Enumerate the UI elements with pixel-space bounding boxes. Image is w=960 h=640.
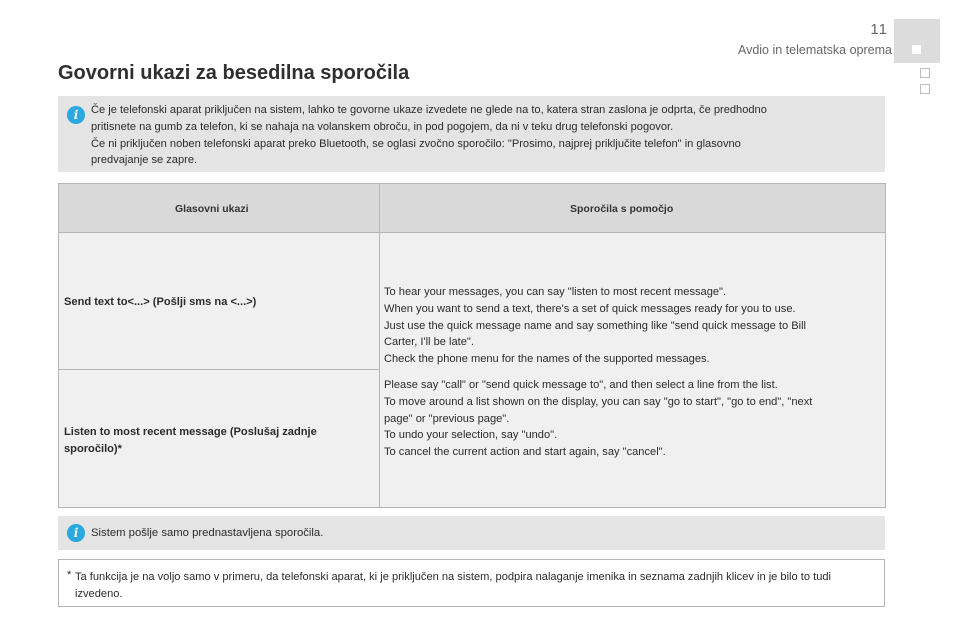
info-note-line: predvajanje se zapre.: [91, 154, 198, 167]
column-header-help: Sporočila s pomočjo: [570, 203, 674, 215]
table-header: [59, 184, 885, 233]
voice-commands-table: [58, 183, 886, 508]
page-indicator-dot: [912, 45, 921, 54]
help-line: To undo your selection, say "undo".: [384, 429, 558, 442]
help-line: To move around a list shown on the display, you can say "go to start", "go to end", "next: [384, 395, 813, 408]
row-divider: [59, 369, 379, 370]
info-note-2: [58, 516, 885, 550]
command-send-text: Send text to<...> (Pošlji sms na <...>): [64, 296, 257, 308]
info-note-line: pritisnete na gumb za telefon, ki se nahaja na volanskem obroču, in pod pogojem, da ni v teku drug telefonski pogovor.: [91, 120, 674, 133]
help-line: page" or "previous page".: [384, 412, 510, 425]
info-note: [58, 96, 885, 172]
help-line: Check the phone menu for the names of the supported messages.: [384, 353, 710, 366]
page-title: Govorni ukazi za besedilna sporočila: [58, 62, 410, 84]
help-text: [384, 284, 874, 470]
page-indicator: [920, 68, 930, 78]
info-icon: i: [67, 106, 85, 124]
help-line: To cancel the current action and start again, say "cancel".: [384, 446, 666, 459]
info-note-line: Če ni priključen noben telefonski aparat preko Bluetooth, se oglasi zvočno sporočilo: "Prosimo, najprej priključite telefon" in glasovno: [91, 137, 741, 150]
column-divider: [379, 184, 380, 507]
page-indicator-active: [894, 19, 940, 63]
info-note-text: [91, 102, 873, 169]
help-line: When you want to send a text, there's a set of quick messages ready for you to use.: [384, 302, 796, 315]
help-line: Please say "call" or "send quick message to", and then select a line from the list.: [384, 378, 778, 391]
help-paragraph: [384, 377, 874, 461]
help-line: To hear your messages, you can say "listen to most recent message".: [384, 286, 727, 298]
footnote-marker: *: [67, 569, 72, 581]
help-line: Carter, I'll be late".: [384, 336, 474, 349]
info-icon: i: [67, 524, 85, 542]
column-header-commands: Glasovni ukazi: [175, 203, 249, 215]
info-note-2-text: Sistem pošlje samo prednastavljena sporočila.: [91, 527, 324, 539]
page-number: 11: [870, 21, 888, 38]
footnote-text: Ta funkcija je na voljo samo v primeru, da telefonski aparat, ki je priključen na sistem, podpira nalaganje imenika in seznama zadnjih klicev in je bilo to tudi izvedeno.: [75, 571, 831, 600]
command-listen-recent: Listen to most recent message (Poslušaj zadnje sporočilo)*: [64, 426, 317, 455]
section-title: Avdio in telematska oprema: [737, 43, 892, 57]
help-line: Just use the quick message name and say something like "send quick message to Bill: [384, 319, 807, 332]
help-paragraph: [384, 284, 874, 368]
page-indicator: [920, 84, 930, 94]
footnote: [58, 559, 885, 607]
info-note-line: Če je telefonski aparat priključen na sistem, lahko te govorne ukaze izvedete ne glede na to, katera stran zaslona je odprta, če predhodno: [91, 104, 767, 116]
